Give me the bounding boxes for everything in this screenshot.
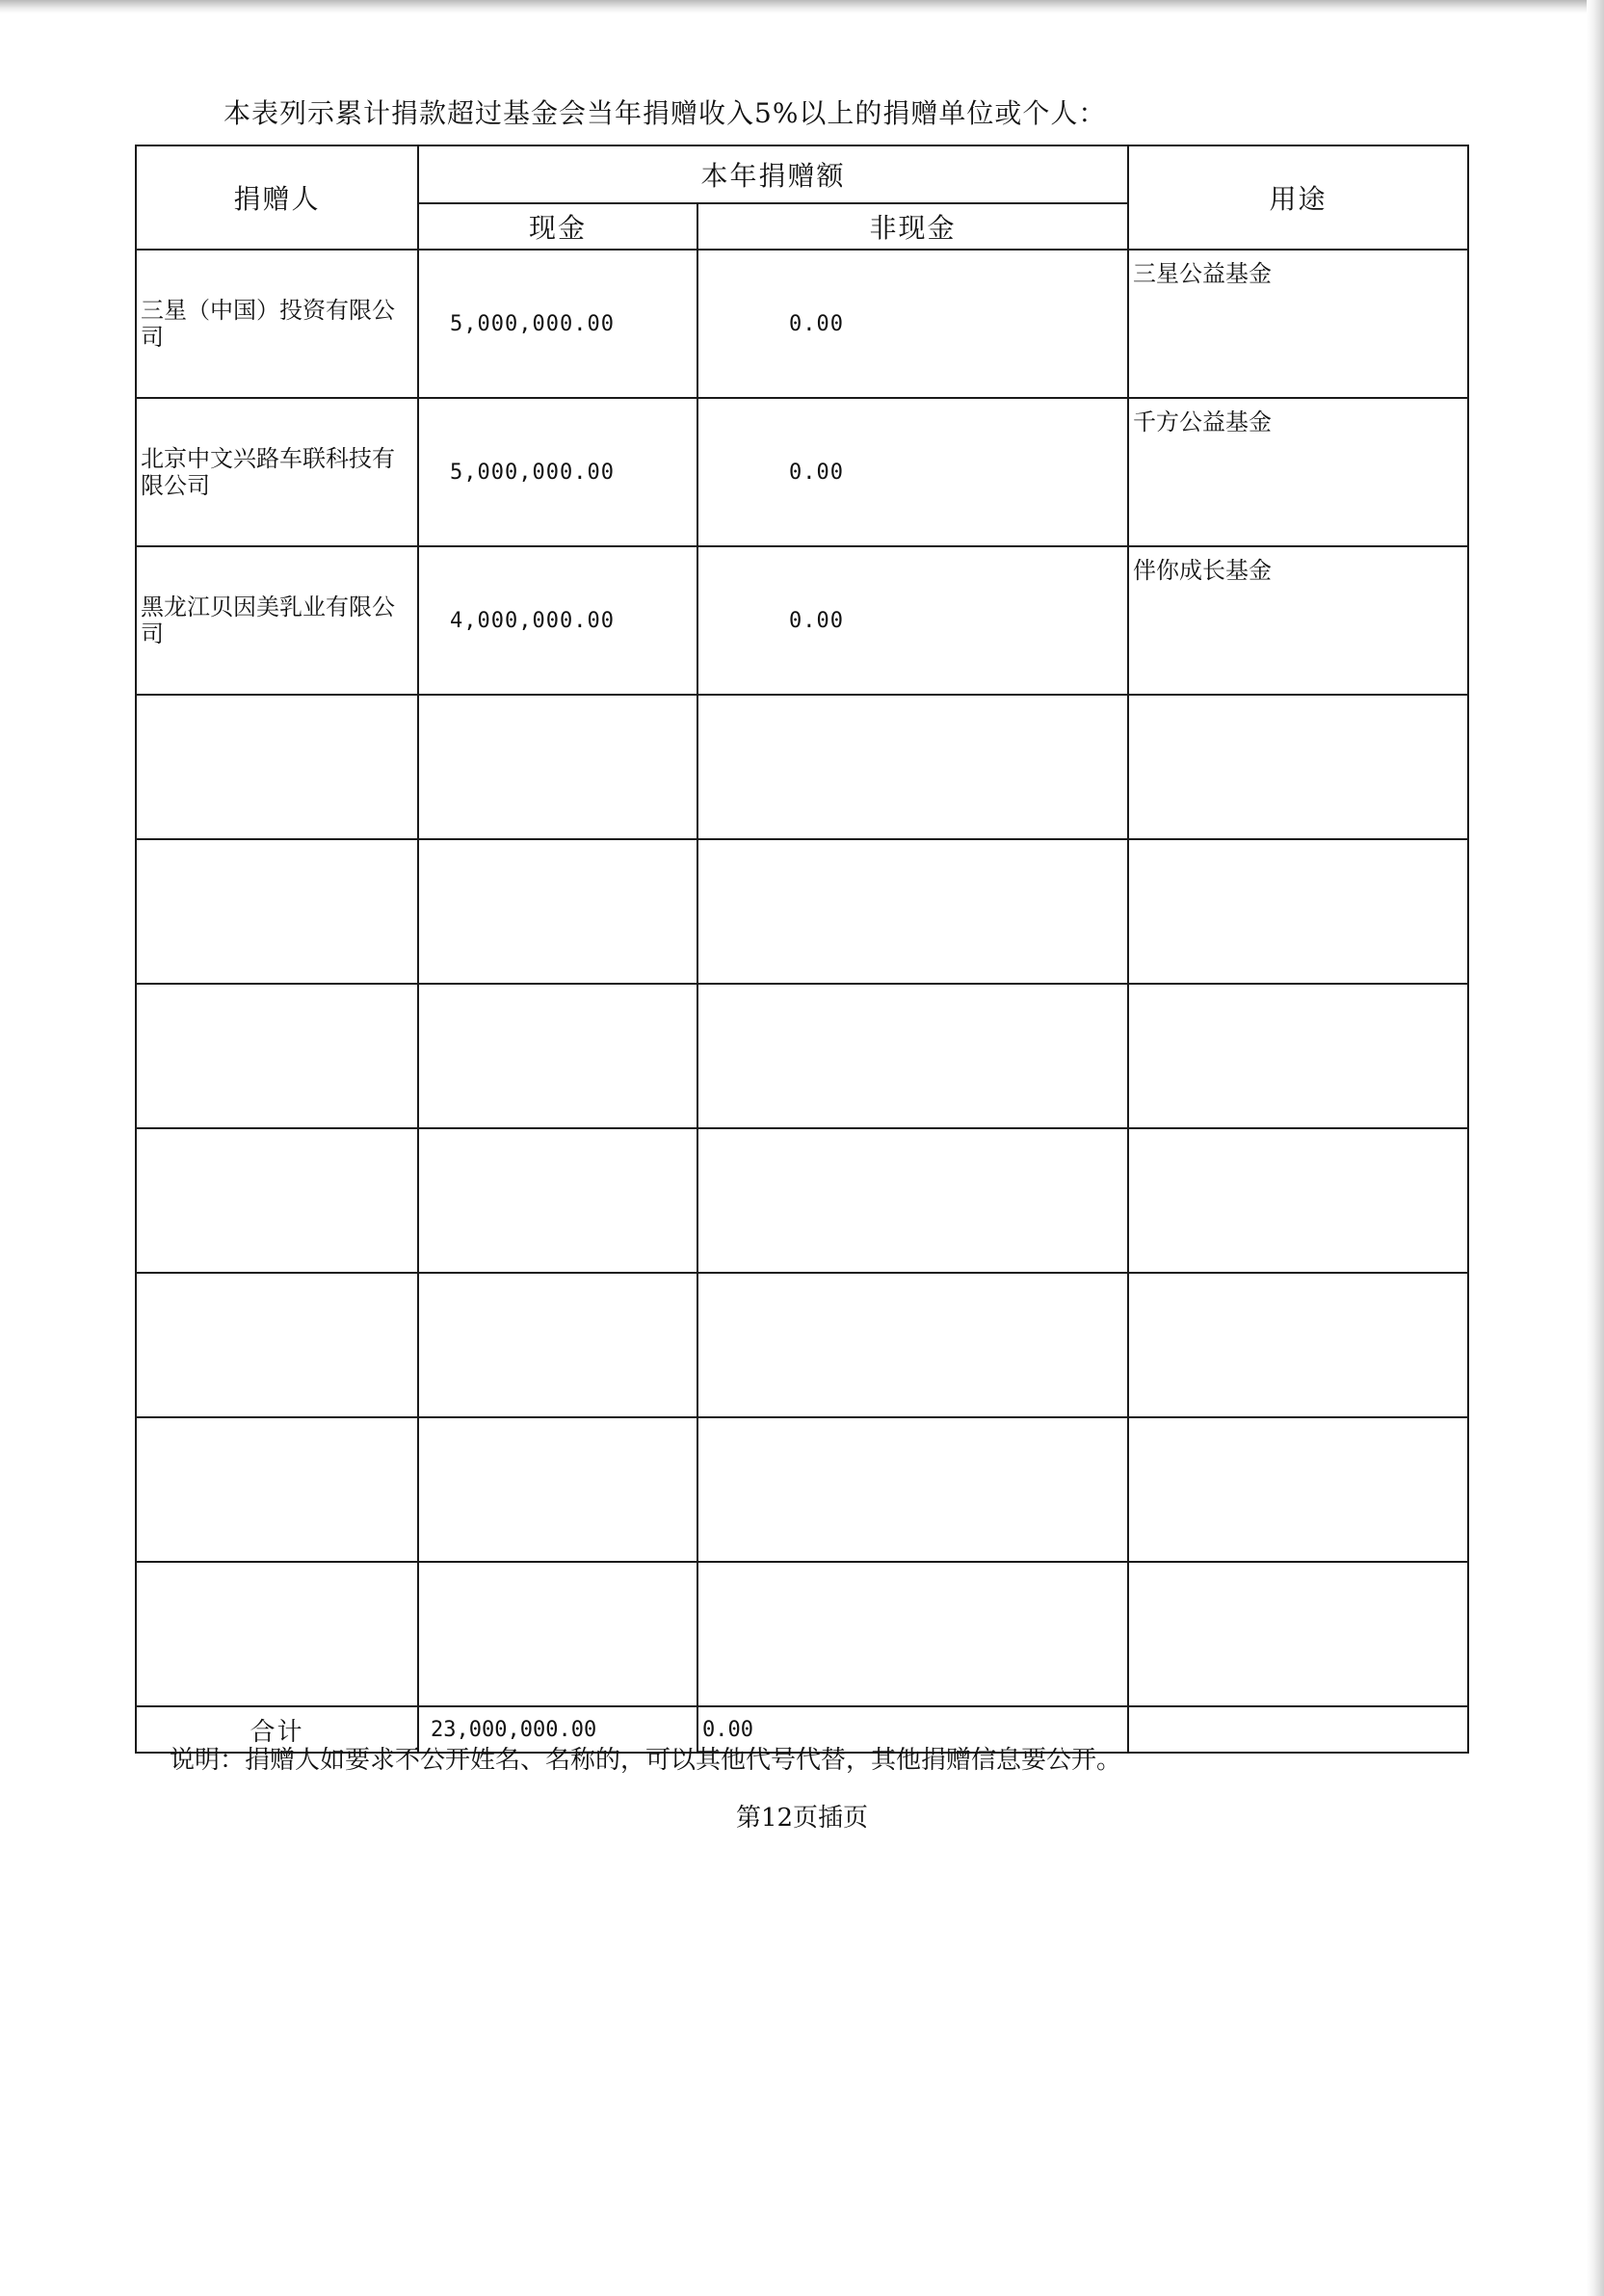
table-row	[136, 250, 1468, 398]
empty-cell	[418, 1273, 697, 1417]
empty-cell	[136, 1417, 418, 1562]
empty-table-row	[136, 1128, 1468, 1273]
cash-amount-cell: 5,000,000.00	[418, 398, 697, 546]
header-cash: 现金	[418, 203, 697, 250]
total-noncash: 0.00	[697, 1706, 1128, 1753]
cash-amount-cell: 5,000,000.00	[418, 250, 697, 398]
purpose-cell: 千方公益基金	[1128, 398, 1468, 546]
empty-cell	[697, 1128, 1128, 1273]
empty-cell	[136, 1273, 418, 1417]
total-cash: 23,000,000.00	[418, 1706, 697, 1753]
empty-table-row	[136, 1273, 1468, 1417]
noncash-amount-cell: 0.00	[697, 546, 1128, 695]
empty-cell	[136, 1562, 418, 1706]
empty-cell	[418, 839, 697, 984]
scan-edge-top	[0, 0, 1604, 13]
empty-cell	[418, 1417, 697, 1562]
empty-cell	[136, 1128, 418, 1273]
empty-cell	[1128, 839, 1468, 984]
footnote: 说明：捐赠人如要求不公开姓名、名称的，可以其他代号代替，其他捐赠信息要公开。	[170, 1746, 1122, 1775]
empty-table-row	[136, 839, 1468, 984]
empty-cell	[418, 1128, 697, 1273]
donor-name-cell: 北京中文兴路车联科技有限公司	[136, 398, 418, 546]
header-donor: 捐赠人	[136, 145, 418, 250]
table-row	[136, 546, 1468, 695]
header-annual-donation: 本年捐赠额	[418, 145, 1128, 203]
empty-cell	[418, 1562, 697, 1706]
empty-table-row	[136, 984, 1468, 1128]
empty-cell	[697, 984, 1128, 1128]
donor-name-cell: 三星（中国）投资有限公司	[136, 250, 418, 398]
empty-cell	[697, 839, 1128, 984]
purpose-cell: 三星公益基金	[1128, 250, 1468, 398]
intro-text: 本表列示累计捐款超过基金会当年捐赠收入5%以上的捐赠单位或个人：	[224, 97, 1107, 129]
empty-cell	[697, 1273, 1128, 1417]
header-purpose: 用途	[1128, 145, 1468, 250]
empty-table-row	[136, 1562, 1468, 1706]
noncash-amount-cell: 0.00	[697, 398, 1128, 546]
header-noncash: 非现金	[697, 203, 1128, 250]
empty-table-row	[136, 1417, 1468, 1562]
noncash-amount-cell: 0.00	[697, 250, 1128, 398]
empty-cell	[1128, 1128, 1468, 1273]
empty-cell	[1128, 695, 1468, 839]
empty-cell	[697, 1562, 1128, 1706]
empty-cell	[136, 839, 418, 984]
page-label: 第12页插页	[735, 1804, 869, 1833]
empty-cell	[1128, 1273, 1468, 1417]
empty-cell	[418, 984, 697, 1128]
empty-cell	[136, 695, 418, 839]
table-row	[136, 398, 1468, 546]
cash-amount-cell: 4,000,000.00	[418, 546, 697, 695]
empty-cell	[697, 695, 1128, 839]
purpose-cell: 伴你成长基金	[1128, 546, 1468, 695]
empty-cell	[136, 984, 418, 1128]
empty-cell	[1128, 1417, 1468, 1562]
donor-name-cell: 黑龙江贝因美乳业有限公司	[136, 546, 418, 695]
scan-edge-right	[1587, 0, 1604, 2296]
total-purpose	[1128, 1706, 1468, 1753]
table-header-row	[136, 145, 1468, 203]
empty-cell	[697, 1417, 1128, 1562]
total-label: 合计	[136, 1706, 418, 1753]
donation-table	[135, 145, 1469, 1754]
empty-cell	[418, 695, 697, 839]
empty-table-row	[136, 695, 1468, 839]
empty-cell	[1128, 1562, 1468, 1706]
empty-cell	[1128, 984, 1468, 1128]
